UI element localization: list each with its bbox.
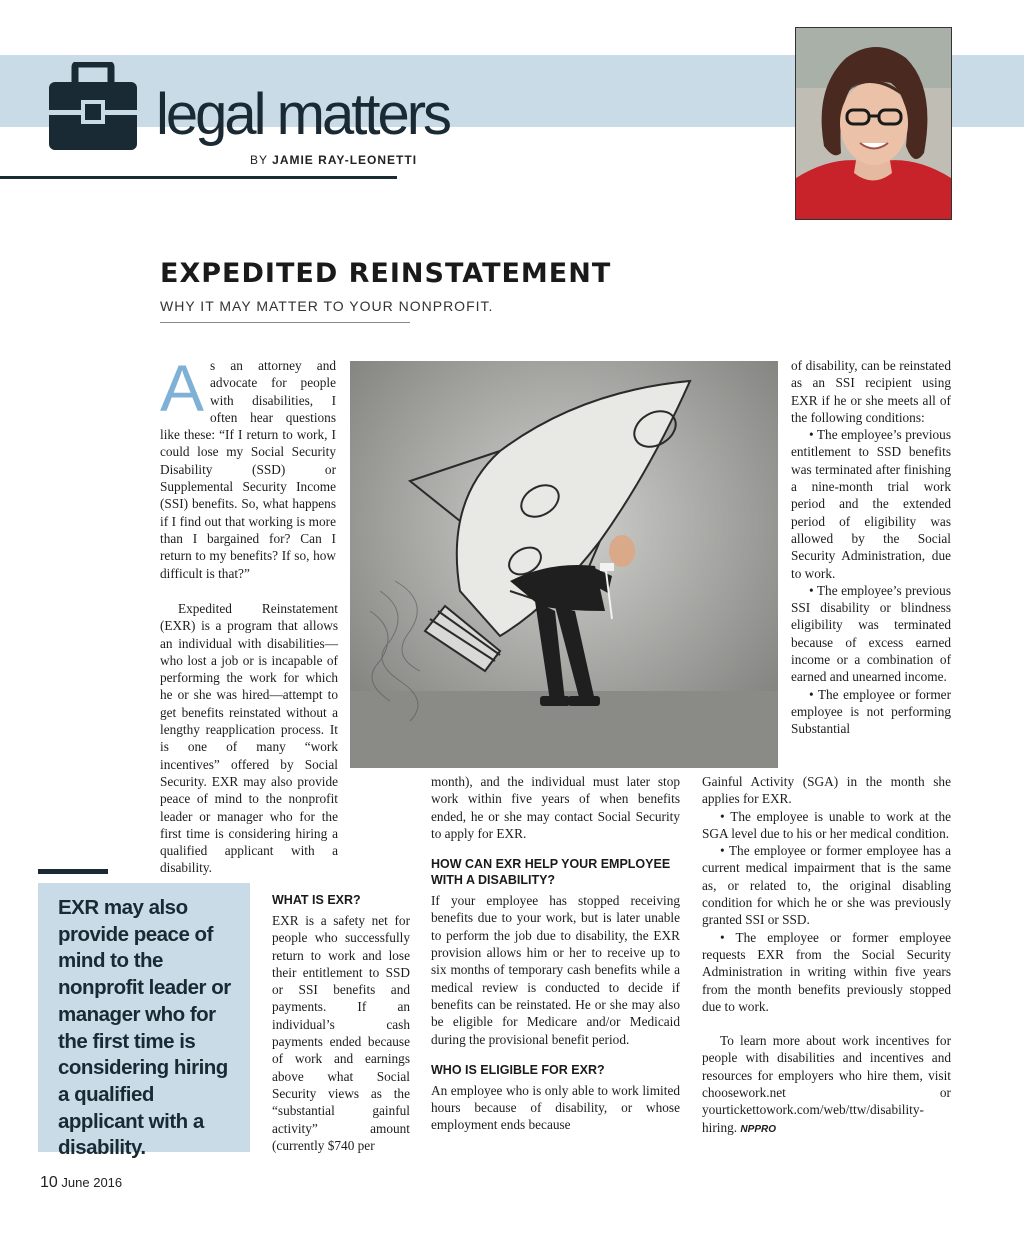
briefcase-icon	[47, 62, 139, 152]
drop-cap: A	[160, 351, 205, 425]
what-is-exr-paragraph: EXR is a safety net for people who successfully return to work and lose their entitlement to SSD or SSI benefits and payments. If an individual’s cash payments ended because of work and earnings above what Social Security views as the “substantial gainful activity” amount (currently $740 per	[272, 913, 410, 1153]
header-rule	[0, 176, 397, 179]
page-footer	[40, 1174, 122, 1192]
pullquote-rule	[38, 869, 108, 874]
exr-definition-paragraph: Expedited Reinstatement (EXR) is a program that allows an individual with disabilities—who lost a job or is incapable of performing the work for which he or she was hired—attempt to get benefits reinstated without a lengthy reapplication process. It is one of many “work incentives” offered by Social Security. EXR may also provide peace of mind to the nonprofit leader or manager who for the first time is considering hiring a qualified applicant with a disability.	[160, 601, 338, 876]
condition-item: • The employee or former employee requests EXR from the Social Security Administration in writing within five years from the month benefits previously stopped due to work.	[702, 929, 951, 1014]
heading-what-is-exr: WHAT IS EXR?	[272, 893, 361, 907]
column-4	[791, 357, 951, 738]
closing-paragraph	[702, 1032, 951, 1138]
who-is-eligible-paragraph: An employee who is only able to work limited hours because of disability, or whose employment ends because	[431, 1082, 680, 1133]
page-number: 10	[40, 1174, 58, 1191]
condition-item-continued: Gainful Activity (SGA) in the month she applies for EXR.	[702, 774, 951, 807]
closing-text: To learn more about work incentives for people with disabilities and incentives and resources for employers who hire them, visit choosework.net or yourtickettowork.com/web/ttw/disability-hiring.	[702, 1033, 951, 1135]
author-name: JAMIE RAY-LEONETTI	[272, 153, 418, 167]
heading-how-can-exr-help: HOW CAN EXR HELP YOUR EMPLOYEE WITH A DISABILITY?	[431, 857, 671, 888]
column-1	[160, 351, 336, 582]
column-1-continued	[160, 600, 410, 877]
condition-item: • The employee or former employee has a current medical impairment that is the same as, or related to, the original disabling condition for which he or she was previously granted SSI or SSD.	[702, 843, 951, 928]
byline	[250, 153, 417, 167]
how-can-exr-help-paragraph: If your employee has stopped receiving benefits due to your work, but is later unable to perform the job due to disability, the EXR provision allows him or her to receive up to six months of temporary cash benefits while a medical review is conducted to decide if benefits can be reinstated. He or she may also be eligible for Medicare and/or Medicaid during the provisional benefit period.	[431, 893, 680, 1047]
issue-date: June 2016	[61, 1175, 123, 1190]
pullquote: EXR may also provide peace of mind to the nonprofit leader or manager who for the first time is considering hiring a qualified applicant with a disability.	[38, 883, 250, 1152]
article-headline: EXPEDITED REINSTATEMENT	[160, 258, 612, 289]
section-title: legal matters	[156, 82, 450, 147]
condition-item: • The employee’s previous SSI disability or blindness eligibility was terminated because of excess earned income or a combination of earned and unearned income.	[791, 582, 951, 685]
byline-prefix: BY	[250, 153, 268, 167]
column-5	[702, 773, 951, 1138]
condition-item: • The employee is unable to work at the SGA level due to his or her medical condition.	[702, 808, 951, 841]
article-subheadline: WHY IT MAY MATTER TO YOUR NONPROFIT.	[160, 298, 494, 314]
column-3	[431, 773, 680, 1134]
eligibility-intro: of disability, can be reinstated as an SSI recipient using EXR if he or she meets all of the following conditions:	[791, 358, 951, 425]
npo-pro-end-mark: NPPRO	[740, 1123, 776, 1135]
subhead-rule	[160, 322, 410, 323]
rocket-businessman-photo	[350, 361, 778, 768]
heading-who-is-eligible: WHO IS ELIGIBLE FOR EXR?	[431, 1062, 605, 1077]
author-portrait	[795, 27, 952, 220]
condition-item: • The employee’s previous entitlement to SSD benefits was terminated after finishing a nine-month trial work period and the extended period of eligibility was allowed by the Social Security Administration, due to work.	[791, 427, 951, 581]
continuation-paragraph: month), and the individual must later stop work within five years of when benefits ended, he or she may contact Social Security to apply for EXR.	[431, 774, 680, 841]
intro-paragraph: s an attorney and advocate for people with disabilities, I often hear questions like these: “If I return to work, I could lose my Social Security Disability (SSD) or Supplemental Security Income (SSI) benefits. So, what happens if I find out that working is more than I bargained for? Can I return to my benefits? If so, how difficult is that?”	[160, 358, 336, 581]
column-2	[272, 878, 410, 1154]
condition-item: • The employee or former employee is not performing Substantial	[791, 686, 951, 737]
